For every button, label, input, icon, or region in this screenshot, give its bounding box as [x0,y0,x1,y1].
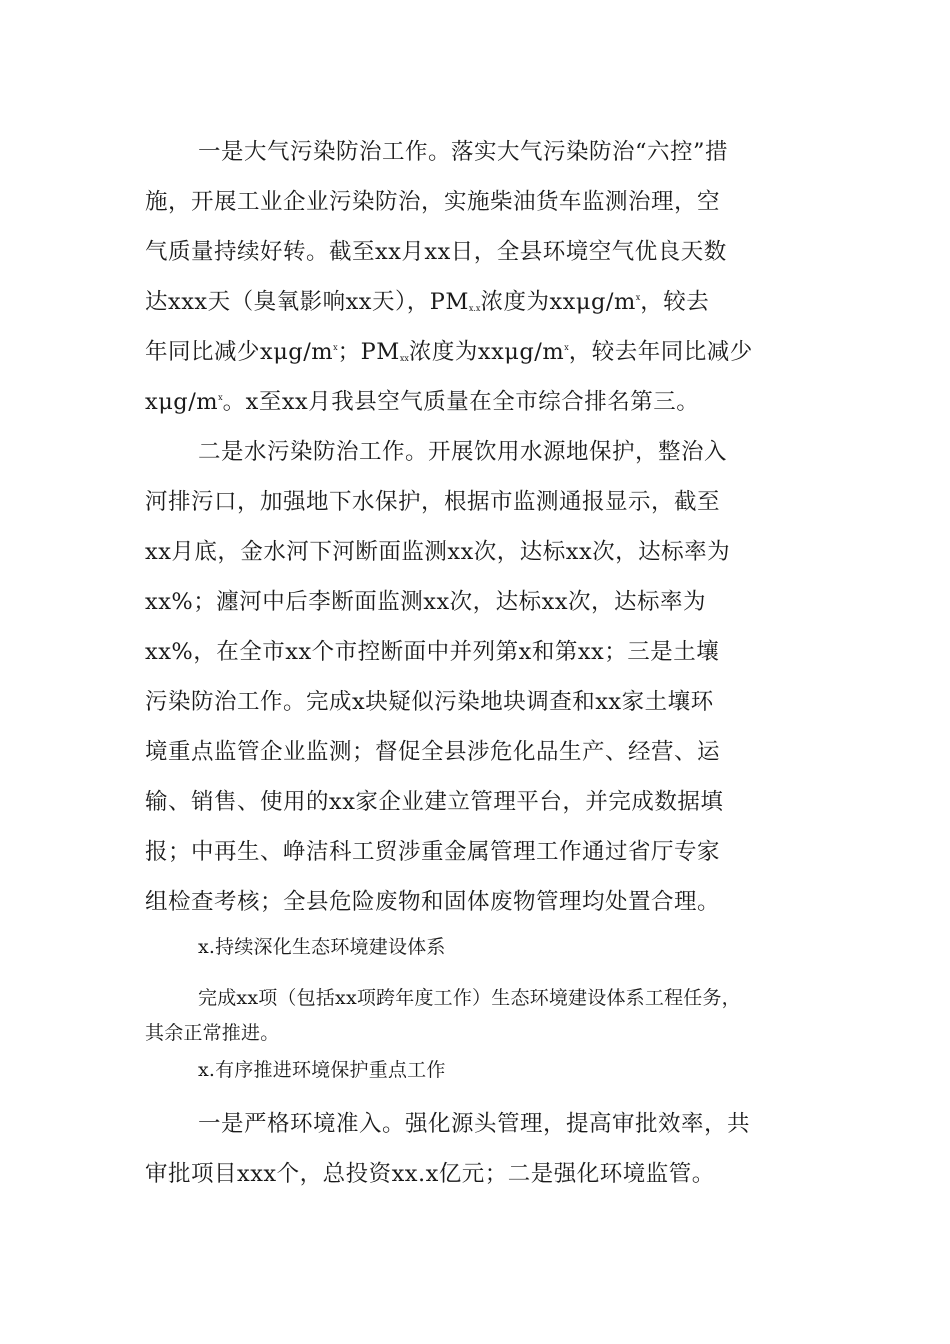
paragraph-2-line-5: xx%，在全市xx个市控断面中并列第x和第xx；三是土壤 [145,639,720,665]
paragraph-2-line-1: 二是水污染防治工作。开展饮用水源地保护，整治入 [198,439,728,465]
subscript: xx [399,354,409,363]
text-fragment: 浓度为xxμg/m [480,289,636,315]
paragraph-1-line-1: 一是大气污染防治工作。落实大气污染防治“六控”措 [198,139,729,165]
section-heading-1: x.持续深化生态环境建设体系 [198,936,446,958]
text-fragment: 达xxx天（臭氧影响xx天），PM [145,289,469,315]
paragraph-2-line-6: 污染防治工作。完成x块疑似污染地块调查和xx家土壤环 [145,689,714,715]
text-fragment: ；PM [337,339,400,365]
paragraph-2-line-10: 组检查考核；全县危险废物和固体废物管理均处置合理。 [145,889,721,915]
paragraph-1-line-2: 施，开展工业企业污染防治，实施柴油货车监测治理，空 [145,189,721,215]
paragraph-2-line-3: xx月底，金水河下河断面监测xx次，达标xx次，达标率为 [145,539,731,565]
paragraph-2-line-9: 报；中再生、峥洁科工贸涉重金属管理工作通过省厅专家 [145,839,721,865]
paragraph-1-line-4 [145,291,709,314]
paragraph-2-line-4: xx%；瀍河中后李断面监测xx次，达标xx次，达标率为 [145,589,707,615]
section-heading-2: x.有序推进环境保护重点工作 [198,1059,446,1081]
paragraph-3-line-1: 完成xx项（包括xx项跨年度工作）生态环境建设体系工程任务， [198,987,741,1009]
text-fragment: ，较去年同比减少 [568,339,753,365]
paragraph-3-line-2: 其余正常推进。 [145,1022,280,1044]
text-fragment: xμg/m [145,389,219,415]
text-fragment: ，较去 [640,289,710,315]
text-fragment: 浓度为xxμg/m [408,339,565,365]
paragraph-2-line-2: 河排污口，加强地下水保护，根据市监测通报显示，截至 [145,489,721,515]
subscript: x.x [468,304,481,313]
paragraph-1-line-6 [145,391,699,414]
superscript: x [635,293,641,302]
superscript: x [564,343,569,352]
text-fragment: 年同比减少xμg/m [145,339,334,365]
superscript: x [333,343,338,352]
superscript: x [218,393,223,402]
paragraph-4-line-2: 审批项目xxx个，总投资xx.x亿元；二是强化环境监管。 [145,1161,715,1187]
paragraph-4-line-1: 一是严格环境准入。强化源头管理，提高审批效率，共 [198,1111,751,1137]
text-fragment: 。x至xx月我县空气质量在全市综合排名第三。 [222,389,700,415]
paragraph-1-line-5 [145,341,753,364]
paragraph-2-line-8: 输、销售、使用的xx家企业建立管理平台，并完成数据填 [145,789,724,815]
paragraph-1-line-3: 气质量持续好转。截至xx月xx日，全县环境空气优良天数 [145,239,727,265]
paragraph-2-line-7: 境重点监管企业监测；督促全县涉危化品生产、经营、运 [145,739,721,765]
